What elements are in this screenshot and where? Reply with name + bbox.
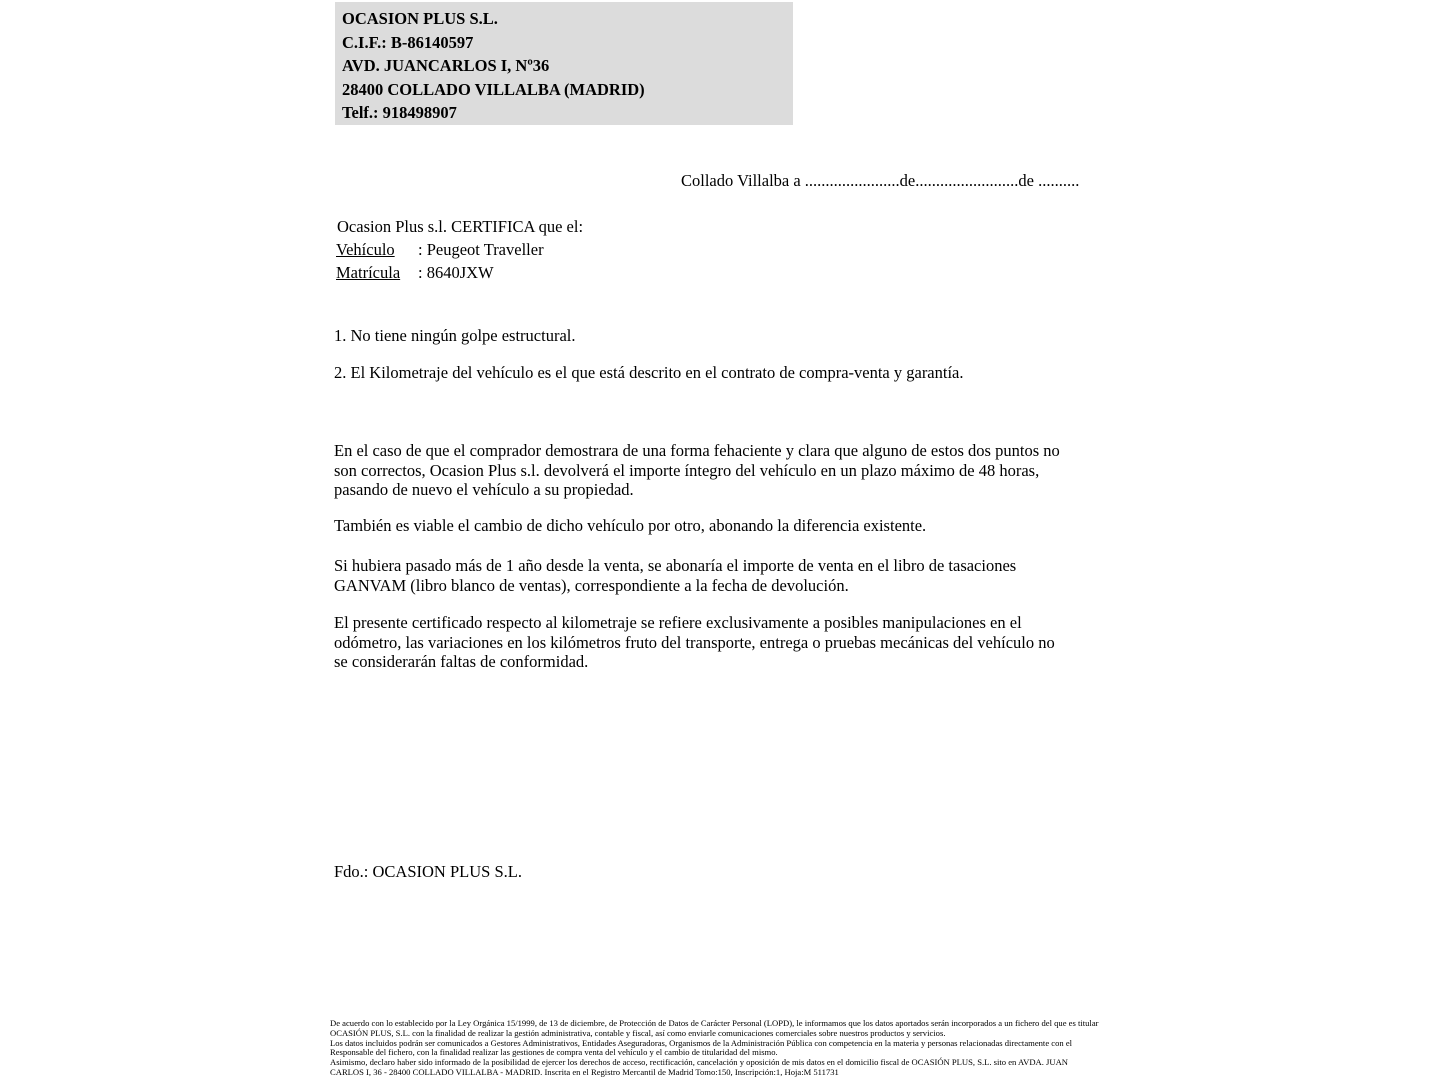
date-line: Collado Villalba a .......................de.........................de ..........	[681, 171, 1080, 190]
company-name: OCASION PLUS S.L.	[342, 9, 498, 28]
paragraph-ganvam: Si hubiera pasado más de 1 año desde la venta, se abonaría el importe de venta en el libro de tasaciones GANVAM (libro blanco de ventas), correspondiente a la fecha de devolución.	[334, 556, 1017, 595]
certify-intro: Ocasion Plus s.l. CERTIFICA que el:	[337, 217, 584, 236]
plate-field-row	[336, 263, 494, 283]
vehicle-value: : Peugeot Traveller	[418, 240, 544, 259]
legal-line: Los datos incluidos podrán ser comunicados a Gestores Administrativos, Entidades Aseguradoras, Organismos de la Administración Pública con competencia en la materia y personas relacionadas directamente con el	[330, 1037, 1073, 1048]
vehicle-label: Vehículo	[336, 240, 395, 259]
legal-line: OCASIÓN PLUS, S.L. con la finalidad de realizar la gestión administrativa, contable y fiscal, así como enviarle comunicaciones comerciales sobre nuestros productos y servicios.	[330, 1027, 946, 1038]
point-1: 1. No tiene ningún golpe estructural.	[334, 326, 576, 345]
paragraph-refund: En el caso de que el comprador demostrara de una forma fehaciente y clara que alguno de estos dos puntos no son correctos, Ocasion Plus s.l. devolverá el importe íntegro del vehículo en un plazo máximo de 48 horas, pasando de nuevo el vehículo a su propiedad.	[334, 441, 1060, 499]
plate-label: Matrícula	[336, 263, 401, 282]
company-cif: C.I.F.: B-86140597	[342, 32, 474, 52]
company-phone: Telf.: 918498907	[342, 103, 457, 123]
legal-fine-print	[330, 1019, 1099, 1078]
paragraph-exchange: También es viable el cambio de dicho vehículo por otro, abonando la diferencia existente.	[334, 516, 927, 535]
legal-line: De acuerdo con lo establecido por la Ley Orgánica 15/1999, de 13 de diciembre, de Protección de Datos de Carácter Personal (LOPD), le informamos que los datos aportados serán incorporados a un fichero del que es titular	[330, 1018, 1099, 1028]
point-2: 2. El Kilometraje del vehículo es el que está descrito en el contrato de compra-venta y garantía.	[334, 363, 964, 382]
paragraph-odometer: El presente certificado respecto al kilometraje se refiere exclusivamente a posibles manipulaciones en el odómetro, las variaciones en los kilómetros fruto del transporte, entrega o pruebas mecánicas del vehículo no se considerarán faltas de conformidad.	[334, 613, 1055, 671]
company-city: 28400 COLLADO VILLALBA (MADRID)	[342, 79, 645, 99]
plate-value: : 8640JXW	[418, 263, 494, 282]
legal-line: Asimismo, declaro haber sido informado de la posibilidad de ejercer los derechos de acceso, rectificación, cancelación y oposición de mis datos en el domicilio fiscal de OCASIÓN PLUS, S.L. sito en AVDA. JUAN	[330, 1057, 1069, 1067]
signature-line: Fdo.: OCASION PLUS S.L.	[334, 862, 522, 881]
company-address: AVD. JUANCARLOS I, Nº36	[342, 56, 550, 76]
legal-line: CARLOS I, 36 - 28400 COLLADO VILLALBA - MADRID. Inscrita en el Registro Mercantil de Madrid Tomo:150, Inscripción:1, Hoja:M 511731	[330, 1066, 839, 1077]
vehicle-field-row	[336, 240, 544, 260]
company-header-box	[335, 2, 793, 125]
legal-line: Responsable del fichero, con la finalidad realizar las gestiones de compra venta del vehículo y el cambio de titularidad del mismo.	[330, 1047, 778, 1058]
